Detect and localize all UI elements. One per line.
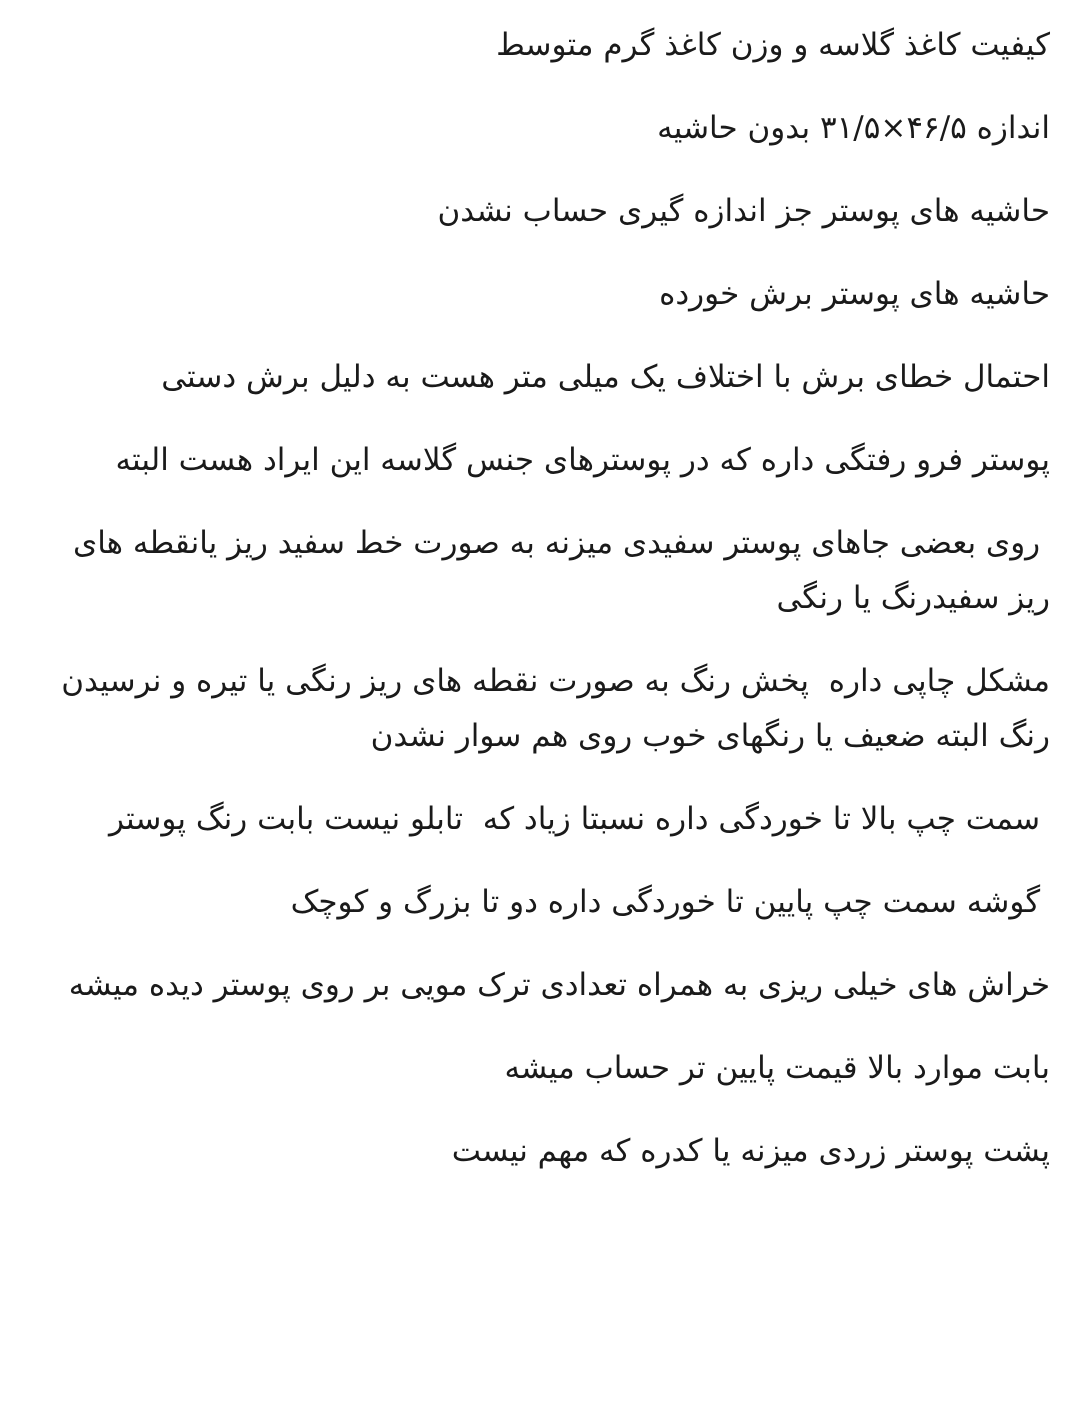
white-spots-note: روی بعضی جاهای پوستر سفیدی میزنه به صورت خط سفید ریز یانقطه های ریز سفیدرنگ یا رنگی (63, 525, 1050, 616)
size-note: اندازه ۴۶/۵×۳۱/۵ بدون حاشیه (657, 110, 1050, 146)
price-note: بابت موارد بالا قیمت پایین تر حساب میشه (504, 1050, 1050, 1086)
top-left-fold-note: سمت چپ بالا تا خوردگی داره نسبتا زیاد که تابلو نیست بابت رنگ پوستر (108, 801, 1050, 837)
dent-note: پوستر فرو رفتگی داره که در پوسترهای جنس گلاسه این ایراد هست البته (115, 442, 1050, 478)
bottom-left-fold-note: گوشه سمت چپ پایین تا خوردگی داره دو تا بزرگ و کوچک (290, 884, 1050, 920)
paper-quality-note: کیفیت کاغذ گلاسه و وزن کاغذ گرم متوسط (496, 27, 1050, 63)
scratches-note: خراش های خیلی ریزی به همراه تعدادی ترک مویی بر روی پوستر دیده میشه (68, 967, 1050, 1003)
margin-measure-note: حاشیه های پوستر جز اندازه گیری حساب نشدن (437, 193, 1050, 229)
cut-error-note: احتمال خطای برش با اختلاف یک میلی متر هست به دلیل برش دستی (161, 359, 1050, 395)
back-yellowing-note: پشت پوستر زردی میزنه یا کدره که مهم نیست (451, 1133, 1050, 1169)
print-defect-note: مشکل چاپی داره پخش رنگ به صورت نقطه های ریز رنگی یا تیره و نرسیدن رنگ البته ضعیف یا رنگهای خوب روی هم سوار نشدن (51, 663, 1050, 754)
margin-cut-note: حاشیه های پوستر برش خورده (659, 276, 1050, 312)
